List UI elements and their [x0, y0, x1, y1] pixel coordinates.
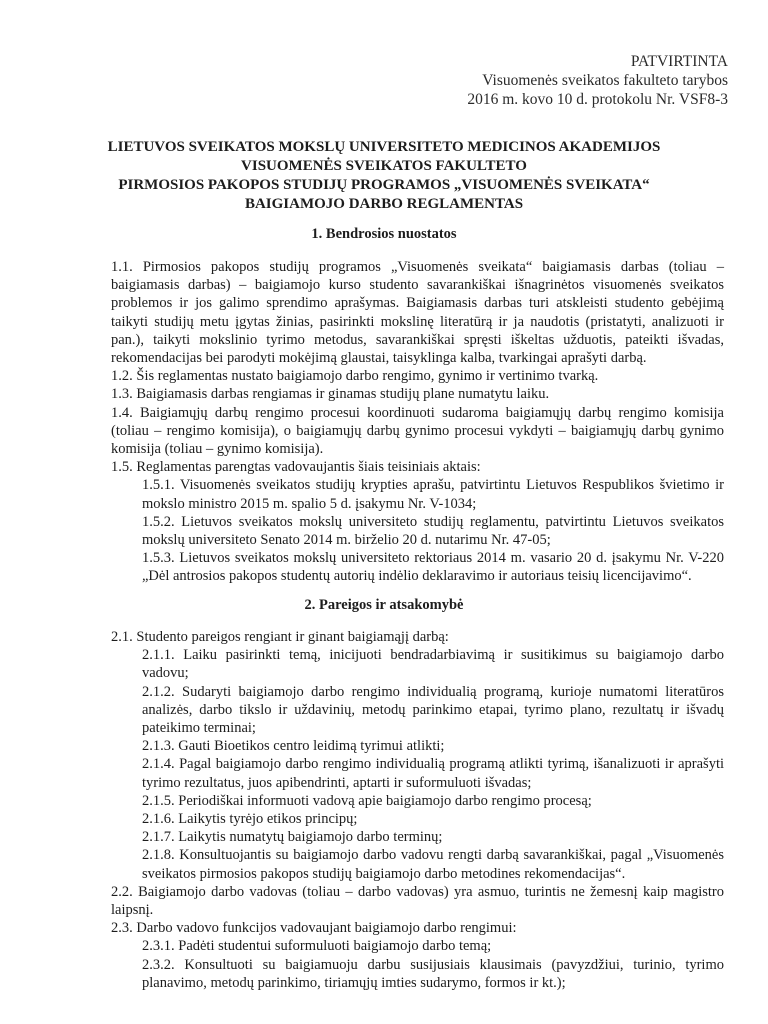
- paragraph-2-1: 2.1. Studento pareigos rengiant ir ginant baigiamąjį darbą:: [111, 629, 449, 645]
- paragraph-2-1-1: 2.1.1. Laiku pasirinkti temą, inicijuoti bendradarbiavimą ir susitikimus su baigiamojo darbo vadovu;: [142, 647, 724, 682]
- paragraph-2-1-4: 2.1.4. Pagal baigiamojo darbo rengimo individualią programą atlikti tyrimą, išanalizuoti ir aprašyti tyrimo rezultatus, juos apibendrinti, aptarti ir suformuluoti išvadas;: [142, 756, 724, 791]
- approval-stamp: [467, 52, 728, 109]
- section-1-body: [111, 258, 724, 586]
- paragraph-1-5-1: 1.5.1. Visuomenės sveikatos studijų krypties aprašu, patvirtintu Lietuvos Respublikos švietimo ir mokslo ministro 2015 m. spalio 5 d. įsakymu Nr. V-1034;: [142, 477, 724, 512]
- paragraph-1-1: 1.1. Pirmosios pakopos studijų programos „Visuomenės sveikata“ baigiamasis darbas (toliau – baigiamasis darbas) – baigiamojo kurso studento savarankiškai išnagrinėtos visuomenės sveikatos problemos ir jos galimo sprendimo aprašymas. Baigiamasis darbas turi atskleisti studento gebėjimą taikyti studijų metu įgytas žinias, pasirinkti mokslinę literatūrą ir ja naudotis (pristatyti, analizuoti ir pan.), taikyti mokslinio tyrimo metodus, savarankiškai spręsti iškeltas užduotis, pateikti išvadas, rekomendacijas bei parodyti mokėjimą glaustai, taisyklinga kalba, tvarkingai aprašyti darbą.: [111, 259, 724, 367]
- title-line-2: VISUOMENĖS SVEIKATOS FAKULTETO: [241, 158, 527, 174]
- paragraph-2-1-7: 2.1.7. Laikytis numatytų baigiamojo darbo terminų;: [142, 829, 443, 846]
- paragraph-1-5-2: 1.5.2. Lietuvos sveikatos mokslų universiteto studijų reglamentu, patvirtintu Lietuvos sveikatos mokslų universiteto Senato 2014 m. birželio 20 d. nutarimu Nr. 47-05;: [142, 513, 724, 549]
- paragraph-2-1-6: 2.1.6. Laikytis tyrėjo etikos principų;: [142, 811, 358, 828]
- approval-line-3: 2016 m. kovo 10 d. protokolu Nr. VSF8-3: [467, 91, 728, 108]
- paragraph-2-2: 2.2. Baigiamojo darbo vadovas (toliau – darbo vadovas) yra asmuo, turintis ne žemesnį kaip magistro laipsnį.: [111, 883, 724, 919]
- approval-line-2: Visuomenės sveikatos fakulteto tarybos: [482, 72, 728, 89]
- paragraph-2-1-2: 2.1.2. Sudaryti baigiamojo darbo rengimo individualią programą, kurioje numatomi literatūros analizės, darbo tikslo ir uždavinių, metodų parinkimo etapai, tyrimo plano, rezultatų ir išvadų pateikimo terminai;: [142, 683, 724, 737]
- section-2-body: [111, 628, 724, 992]
- section-heading-general-provisions: 1. Bendrosios nuostatos: [311, 226, 457, 242]
- section-heading-duties: 2. Pareigos ir atsakomybė: [304, 597, 464, 613]
- paragraph-2-1-8: 2.1.8. Konsultuojantis su baigiamojo darbo vadovu rengti darbą savarankiškai, pagal „Visuomenės sveikatos pirmosios pakopos studijų baigiamojo darbo metodines rekomendacijas“.: [142, 847, 724, 882]
- paragraph-2-3: 2.3. Darbo vadovo funkcijos vadovaujant baigiamojo darbo rengimui:: [111, 920, 517, 937]
- paragraph-2-1-5: 2.1.5. Periodiškai informuoti vadovą apie baigiamojo darbo rengimo procesą;: [142, 792, 592, 809]
- approval-line-1: PATVIRTINTA: [630, 53, 728, 70]
- title-line-4: BAIGIAMOJO DARBO REGLAMENTAS: [244, 196, 524, 212]
- paragraph-2-3-2: 2.3.2. Konsultuoti su baigiamuoju darbu susijusiais klausimais (pavyzdžiui, turinio, tyrimo planavimo, metodų parinkimo, tiriamųjų imties sudarymo, formos ir kt.);: [142, 956, 724, 991]
- paragraph-2-1-3: 2.1.3. Gauti Bioetikos centro leidimą tyrimui atlikti;: [142, 738, 445, 755]
- paragraph-1-5: 1.5. Reglamentas parengtas vadovaujantis šiais teisiniais aktais:: [111, 459, 481, 476]
- paragraph-1-3: 1.3. Baigiamasis darbas rengiamas ir ginamas studijų plane numatytu laiku.: [111, 386, 550, 403]
- document-title: [40, 138, 728, 214]
- title-line-3: PIRMOSIOS PAKOPOS STUDIJŲ PROGRAMOS „VISUOMENĖS SVEIKATA“: [118, 177, 650, 193]
- paragraph-1-2: 1.2. Šis reglamentas nustato baigiamojo darbo rengimo, gynimo ir vertinimo tvarką.: [111, 368, 599, 385]
- paragraph-1-4: 1.4. Baigiamųjų darbų rengimo procesui koordinuoti sudaroma baigiamųjų darbų rengimo komisija (toliau – rengimo komisija), o baigiamųjų darbų gynimo procesui vykdyti – baigiamųjų darbų gynimo komisija (toliau – gynimo komisija).: [111, 404, 724, 458]
- paragraph-1-5-3: 1.5.3. Lietuvos sveikatos mokslų universiteto rektoriaus 2014 m. vasario 20 d. įsakymu Nr. V-220 „Dėl antrosios pakopos studentų autorių indėlio deklaravimo ir autoriaus teisių licencijavimo“.: [142, 550, 724, 585]
- title-line-1: LIETUVOS SVEIKATOS MOKSLŲ UNIVERSITETO MEDICINOS AKADEMIJOS: [107, 139, 661, 155]
- paragraph-2-3-1: 2.3.1. Padėti studentui suformuluoti baigiamojo darbo temą;: [142, 938, 492, 955]
